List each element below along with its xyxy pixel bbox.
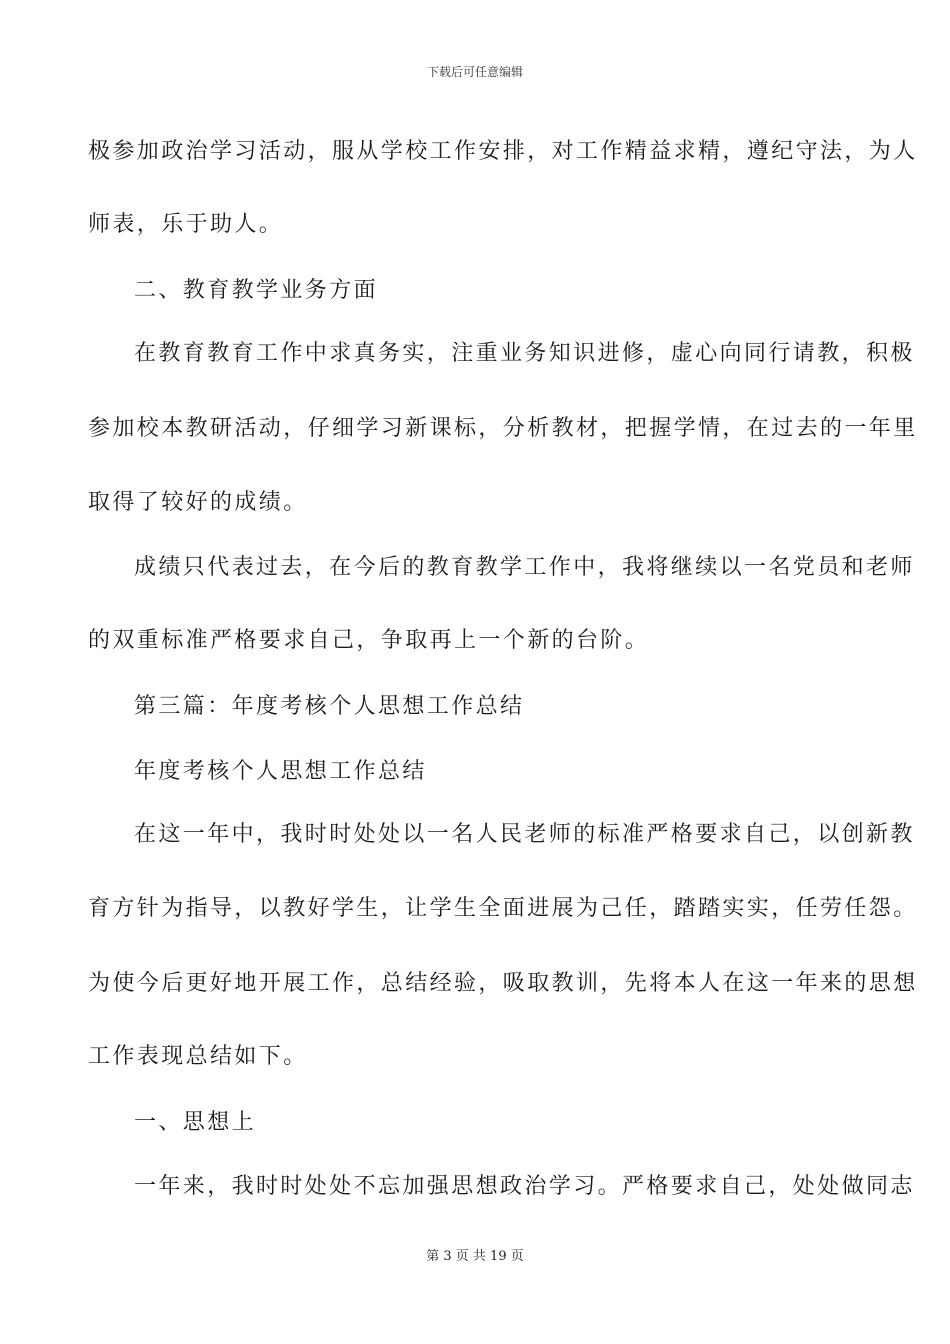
body-line: 参加校本教研活动，仔细学习新课标，分析教材，把握学情，在过去的一年里	[88, 416, 918, 441]
body-line: 育方针为指导，以教好学生，让学生全面进展为己任，踏踏实实，任劳任怨。	[88, 896, 918, 921]
body-line: 在教育教育工作中求真务实，注重业务知识进修，虚心向同行请教，积极	[134, 341, 915, 366]
body-line: 为使今后更好地开展工作，总结经验，吸取教训，先将本人在这一年来的思想	[88, 971, 918, 996]
section-heading: 一、思想上	[134, 1110, 257, 1135]
body-line: 极参加政治学习活动，服从学校工作安排，对工作精益求精，遵纪守法，为人	[88, 139, 918, 164]
body-line: 工作表现总结如下。	[88, 1044, 308, 1069]
body-line: 一年来，我时时处处不忘加强思想政治学习。严格要求自己，处处做同志	[134, 1174, 915, 1199]
chapter-title: 第三篇：年度考核个人思想工作总结	[134, 694, 525, 719]
body-line: 师表，乐于助人。	[88, 212, 284, 237]
page-footer: 第 3 页 共 19 页	[426, 1249, 524, 1264]
body-line: 在这一年中，我时时处处以一名人民老师的标准严格要求自己，以创新教	[134, 822, 915, 847]
body-line: 的双重标准严格要求自己，争取再上一个新的台阶。	[88, 628, 650, 653]
section-heading: 二、教育教学业务方面	[134, 278, 379, 303]
article-title: 年度考核个人思想工作总结	[134, 759, 427, 784]
page-header: 下载后可任意编辑	[426, 65, 523, 79]
body-line: 取得了较好的成绩。	[88, 490, 308, 515]
body-line: 成绩只代表过去，在今后的教育教学工作中，我将继续以一名党员和老师	[134, 555, 915, 580]
